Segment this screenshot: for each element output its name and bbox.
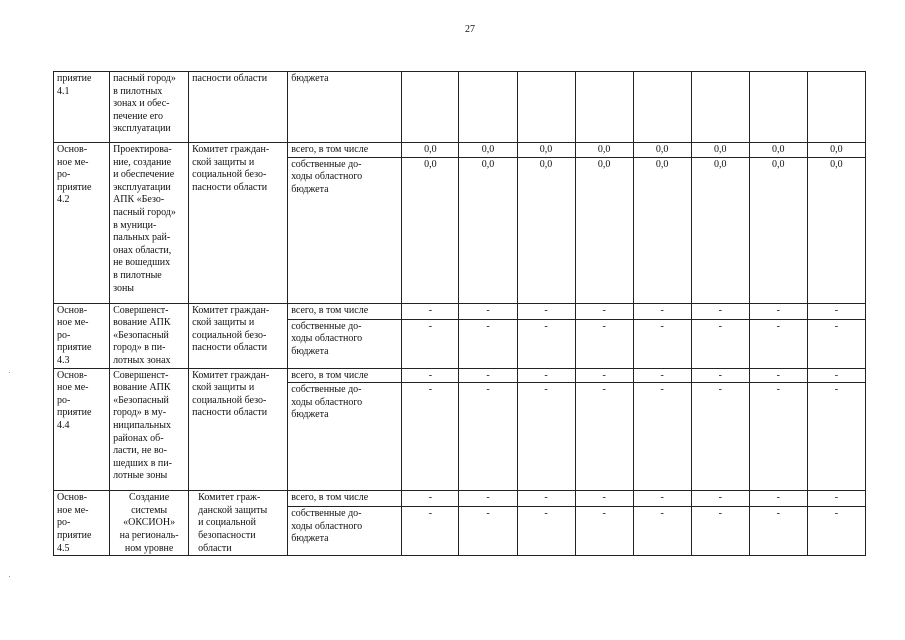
value-total-cell: [517, 143, 575, 158]
value-total-text: -: [602, 369, 606, 381]
value-total-text: 0,0: [713, 144, 727, 155]
value-own-cell: [575, 157, 633, 303]
executor-text: Комитет граж- данской защиты и социальной безопасности области: [198, 492, 268, 554]
executor-cell: [189, 143, 288, 304]
value-total-cell: [402, 303, 459, 319]
value-cell: [459, 72, 517, 143]
value-cell: [575, 72, 633, 143]
value-total-text: -: [428, 304, 433, 316]
value-own-cell: [459, 507, 517, 556]
value-own-cell: [691, 157, 749, 303]
value-own-text: 0,0: [481, 158, 495, 170]
value-own-cell: [517, 157, 575, 303]
value-total-text: 0,0: [655, 144, 669, 155]
value-total-cell: [633, 143, 691, 158]
measure-text: Основ- ное ме- ро- приятие 4.5: [57, 492, 92, 554]
value-total-text: -: [486, 492, 490, 504]
measure-label: приятие 4.1: [57, 73, 92, 97]
value-own-text: -: [776, 508, 780, 520]
value-total-text: 0,0: [424, 144, 437, 155]
value-own-text: 0,0: [424, 158, 437, 170]
value-own-text: -: [602, 384, 606, 396]
margin-mark: [9, 372, 10, 373]
value-own-cell: [749, 507, 807, 556]
value-cell: [402, 72, 459, 143]
measure-text: Основ- ное ме- ро- приятие 4.4: [57, 369, 92, 431]
name-cell: [110, 491, 189, 556]
value-total-cell: [691, 143, 749, 158]
value-own-text: -: [776, 384, 780, 396]
measure-cell: [54, 72, 110, 143]
value-total-text: -: [718, 304, 722, 316]
value-own-text: -: [428, 384, 433, 396]
value-total-text: -: [660, 369, 664, 381]
value-total-text: -: [718, 492, 722, 504]
table-row-4-2-total: [54, 143, 866, 158]
value-own-cell: [402, 507, 459, 556]
measure-cell: [54, 491, 110, 556]
value-own-cell: [691, 319, 749, 368]
name-text: Создание системы «ОКСИОН» на региональ- ном уровне: [119, 492, 179, 554]
margin-mark: [9, 576, 10, 577]
value-total-cell: [807, 491, 865, 507]
value-own-cell: [575, 319, 633, 368]
value-total-cell: [575, 368, 633, 383]
table-row-4-3-total: [54, 303, 866, 319]
value-cell: [807, 72, 865, 143]
value-total-cell: [517, 368, 575, 383]
value-own-cell: [633, 319, 691, 368]
value-total-cell: [749, 143, 807, 158]
value-own-text: -: [834, 508, 839, 520]
value-total-text: -: [718, 369, 722, 381]
value-cell: [691, 72, 749, 143]
name-cell: [110, 303, 189, 368]
source-own-text: собственные до- ходы областного бюджета: [291, 158, 363, 195]
source-total-text: всего, в том числе: [291, 304, 369, 316]
value-own-text: 0,0: [713, 158, 727, 170]
value-total-cell: [691, 491, 749, 507]
value-own-cell: [517, 507, 575, 556]
value-own-text: 0,0: [830, 158, 843, 170]
source-total-cell: [288, 368, 402, 383]
source-own-cell: [288, 319, 402, 368]
table-row-4-4-total: [54, 368, 866, 383]
value-total-text: 0,0: [597, 144, 611, 155]
value-total-cell: [402, 368, 459, 383]
source-own-cell: [288, 383, 402, 491]
source-cell: [288, 72, 402, 143]
value-total-cell: [459, 491, 517, 507]
value-own-cell: [575, 383, 633, 491]
value-own-cell: [575, 507, 633, 556]
value-own-text: -: [544, 384, 548, 396]
value-total-text: -: [660, 492, 664, 504]
executor-text: Комитет граждан- ской защиты и социальной безо- пасности области: [192, 144, 270, 193]
value-own-text: -: [544, 508, 548, 520]
value-total-text: -: [834, 369, 839, 381]
value-own-text: -: [486, 384, 490, 396]
table-row-4-5-total: [54, 491, 866, 507]
value-own-text: -: [718, 508, 722, 520]
value-total-text: -: [544, 369, 548, 381]
source-own-text: собственные до- ходы областного бюджета: [291, 384, 363, 421]
value-own-text: -: [660, 508, 664, 520]
value-total-text: -: [486, 304, 490, 316]
value-total-text: -: [660, 304, 664, 316]
executor-text: Комитет граждан- ской защиты и социальной безо- пасности области: [192, 304, 270, 354]
value-own-text: -: [660, 320, 664, 332]
measure-name: пасный город» в пилотных зонах и обес- печение его эксплуатации: [113, 73, 176, 135]
value-total-cell: [633, 368, 691, 383]
value-total-cell: [402, 491, 459, 507]
value-own-cell: [807, 383, 865, 491]
value-own-text: -: [834, 320, 839, 332]
table-row-4-1: [54, 72, 866, 143]
value-total-cell: [575, 143, 633, 158]
value-own-text: -: [428, 320, 433, 332]
value-total-cell: [459, 143, 517, 158]
value-own-cell: [402, 319, 459, 368]
value-cell: [517, 72, 575, 143]
name-cell: [110, 368, 189, 491]
executor-cell: [189, 303, 288, 368]
value-own-cell: [749, 319, 807, 368]
value-own-text: -: [718, 320, 722, 332]
executor-name: пасности области: [192, 73, 268, 84]
value-own-text: -: [544, 320, 548, 332]
value-total-cell: [633, 303, 691, 319]
value-total-text: -: [776, 304, 780, 316]
value-own-cell: [459, 383, 517, 491]
value-total-text: -: [834, 304, 839, 316]
source-total-cell: [288, 143, 402, 158]
measure-text: Основ- ное ме- ро- приятие 4.3: [57, 304, 92, 366]
value-total-cell: [749, 303, 807, 319]
source-total-text: всего, в том числе: [291, 369, 369, 381]
source-total-cell: [288, 491, 402, 507]
measure-cell: [54, 303, 110, 368]
value-total-cell: [807, 368, 865, 383]
value-total-cell: [749, 368, 807, 383]
value-own-cell: [691, 383, 749, 491]
value-own-cell: [633, 507, 691, 556]
value-total-cell: [691, 368, 749, 383]
value-total-text: -: [776, 492, 780, 504]
executor-cell: [189, 491, 288, 556]
value-own-text: -: [602, 508, 606, 520]
value-total-cell: [749, 491, 807, 507]
value-own-cell: [807, 319, 865, 368]
value-total-text: -: [544, 492, 548, 504]
executor-cell: [189, 368, 288, 491]
name-text: Совершенст- вование АПК «Безопасный город» в му- ниципальных районах об- ласти, не во- шедших в пи- лотные зоны: [113, 369, 172, 482]
value-own-text: -: [486, 508, 490, 520]
value-total-cell: [459, 303, 517, 319]
name-cell: [110, 72, 189, 143]
value-total-cell: [691, 303, 749, 319]
source-total-text: всего, в том числе: [291, 144, 369, 155]
value-cell: [633, 72, 691, 143]
page-number: 27: [465, 24, 475, 35]
value-total-text: -: [486, 369, 490, 381]
source-own-text: собственные до- ходы областного бюджета: [291, 508, 363, 545]
value-own-text: -: [776, 320, 780, 332]
value-own-text: 0,0: [772, 158, 785, 170]
value-total-cell: [807, 303, 865, 319]
value-own-text: -: [602, 320, 606, 332]
value-total-cell: [402, 143, 459, 158]
name-cell: [110, 143, 189, 304]
value-own-text: -: [486, 320, 490, 332]
value-total-text: -: [428, 492, 433, 504]
name-text: Совершенст- вование АПК «Безопасный город» в пи- лотных зонах: [113, 304, 171, 366]
value-total-cell: [459, 368, 517, 383]
value-cell: [749, 72, 807, 143]
value-own-cell: [749, 383, 807, 491]
value-own-cell: [633, 157, 691, 303]
measure-cell: [54, 368, 110, 491]
value-total-cell: [807, 143, 865, 158]
value-total-cell: [575, 491, 633, 507]
value-total-text: -: [602, 304, 606, 316]
executor-text: Комитет граждан- ской защиты и социальной безо- пасности области: [192, 369, 270, 419]
value-own-text: -: [428, 508, 433, 520]
value-total-text: 0,0: [830, 144, 843, 155]
source-own-text: собственные до- ходы областного бюджета: [291, 320, 363, 357]
source-total-cell: [288, 303, 402, 319]
value-own-cell: [517, 383, 575, 491]
value-own-cell: [517, 319, 575, 368]
source-own-cell: [288, 157, 402, 303]
value-own-cell: [459, 319, 517, 368]
value-own-cell: [691, 507, 749, 556]
value-total-text: -: [428, 369, 433, 381]
value-own-text: 0,0: [597, 158, 611, 170]
value-own-cell: [749, 157, 807, 303]
value-total-text: 0,0: [772, 144, 785, 155]
value-total-cell: [575, 303, 633, 319]
value-own-text: -: [834, 384, 839, 396]
name-text: Проектирова- ние, создание и обеспечение эксплуатации АПК «Безо- пасный город» в муници- пальных рай- онах области, не вошедших в пилотные зоны: [113, 144, 176, 294]
value-own-text: -: [660, 384, 664, 396]
value-total-text: -: [776, 369, 780, 381]
value-total-cell: [517, 491, 575, 507]
value-own-cell: [402, 383, 459, 491]
executor-cell: [189, 72, 288, 143]
value-own-text: 0,0: [539, 158, 553, 170]
funding-source: бюджета: [291, 73, 329, 84]
value-own-text: 0,0: [655, 158, 669, 170]
value-total-text: 0,0: [539, 144, 553, 155]
value-total-text: -: [602, 492, 606, 504]
value-own-cell: [807, 507, 865, 556]
source-total-text: всего, в том числе: [291, 492, 369, 504]
source-own-cell: [288, 507, 402, 556]
value-total-text: -: [544, 304, 548, 316]
measure-cell: [54, 143, 110, 304]
value-own-cell: [807, 157, 865, 303]
value-own-cell: [459, 157, 517, 303]
measure-text: Основ- ное ме- ро- приятие 4.2: [57, 144, 92, 206]
value-own-cell: [633, 383, 691, 491]
value-total-text: 0,0: [481, 144, 495, 155]
value-total-cell: [517, 303, 575, 319]
budget-table: [53, 71, 866, 556]
value-total-text: -: [834, 492, 839, 504]
value-own-cell: [402, 157, 459, 303]
value-total-cell: [633, 491, 691, 507]
value-own-text: -: [718, 384, 722, 396]
